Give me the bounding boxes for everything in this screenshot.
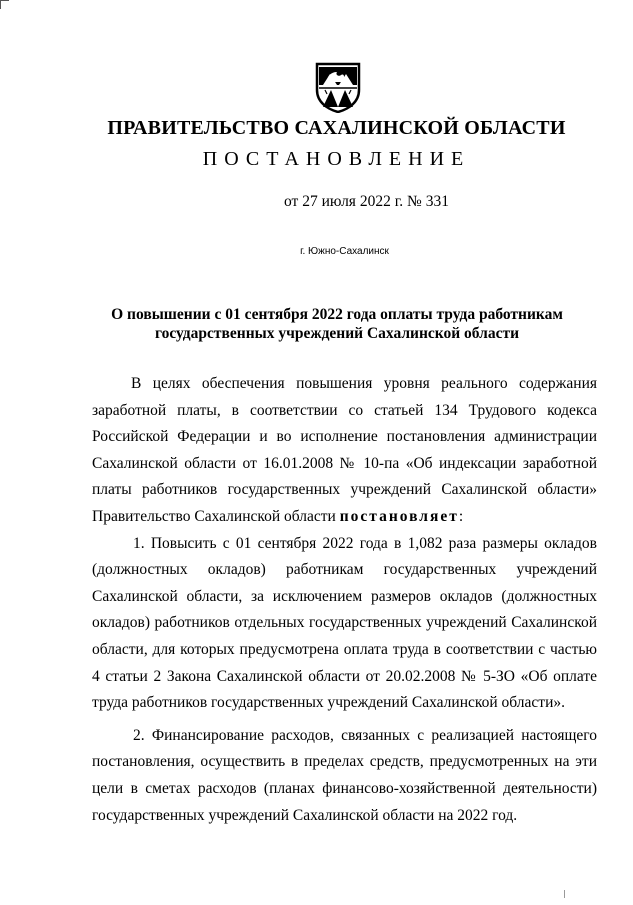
heading-line-2: государственных учреждений Сахалинской области <box>154 325 520 342</box>
scan-corner-mark <box>0 0 9 9</box>
heading-line-1: О повышении с 01 сентября 2022 года оплаты труда работникам <box>111 306 563 323</box>
document-type: ПОСТАНОВЛЕНИЕ <box>202 148 471 170</box>
document-city: г. Южно-Сахалинск <box>300 246 389 257</box>
document-body <box>92 371 597 829</box>
resolves-word: постановляет <box>339 507 459 525</box>
preamble-text: В целях обеспечения повышения уровня реального содержания заработной платы, в соответствии со статьей 134 Трудового кодекса Российской Федерации и во исполнение постановления администрации Сахалинской области от 16.01.2008 № 10-па «Об индексации заработной платы работников государственных учреждений Сахалинской области» Правительство Сахалинской области <box>92 375 597 525</box>
government-title: ПРАВИТЕЛЬСТВО САХАЛИНСКОЙ ОБЛАСТИ <box>107 117 566 139</box>
paragraph-preamble <box>92 371 597 531</box>
scan-tick-mark <box>564 890 565 898</box>
document-heading <box>92 305 582 343</box>
document-date-number: от 27 июля 2022 г. № 331 <box>284 193 449 210</box>
sakhalin-coat-of-arms-icon <box>313 60 363 113</box>
preamble-colon: : <box>458 507 464 525</box>
paragraph-item-2: 2. Финансирование расходов, связанных с реализацией настоящего постановления, осуществить в пределах средств, предусмотренных на эти цели в сметах расходов (планах финансово-хозяйственной деятельности) государственных учреждений Сахалинской области на 2022 год. <box>92 726 597 824</box>
paragraph-item-1: 1. Повысить с 01 сентября 2022 года в 1,082 раза размеры окладов (должностных окладов) работникам государственных учреждений Сахалинской области, за исключением размеров окладов (должностных окладов) работников отдельных государственных учреждений Сахалинской области, для которых предусмотрена оплата труда в соответствии с частью 4 статьи 2 Закона Сахалинской области от 20.02.2008 № 5-ЗО «Об оплате труда работников государственных учреждений Сахалинской области». <box>92 534 597 712</box>
